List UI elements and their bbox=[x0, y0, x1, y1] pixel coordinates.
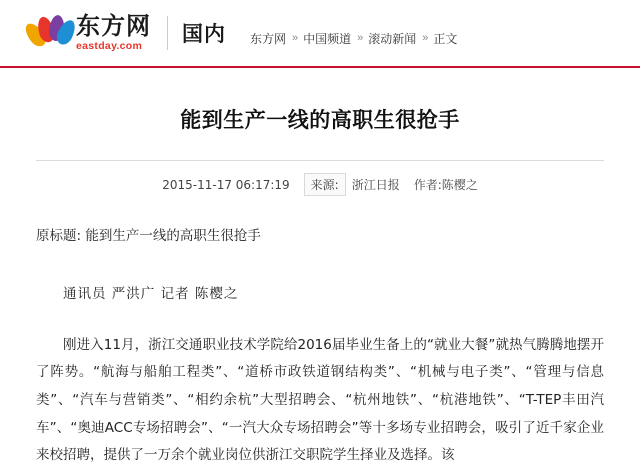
breadcrumb-item-article: 正文 bbox=[433, 31, 458, 46]
page-title: 能到生产一线的高职生很抢手 bbox=[180, 108, 460, 132]
logo-title-en: eastday.com bbox=[76, 40, 143, 53]
original-title: 原标题: 能到生产一线的高职生很抢手 bbox=[36, 228, 261, 244]
source-name[interactable]: 浙江日报 bbox=[351, 178, 400, 192]
breadcrumb-item-rolling-news[interactable]: 滚动新闻 bbox=[368, 31, 417, 46]
breadcrumb-separator-icon: » bbox=[422, 32, 428, 44]
logo-text bbox=[76, 14, 151, 52]
title-divider bbox=[36, 160, 604, 161]
site-logo[interactable] bbox=[34, 14, 151, 52]
site-header bbox=[0, 0, 640, 68]
eastday-flower-logo-icon bbox=[34, 15, 70, 51]
breadcrumb bbox=[250, 30, 457, 47]
breadcrumb-item-china-channel[interactable]: 中国频道 bbox=[303, 31, 352, 46]
logo-title-cn: 东方网 bbox=[76, 12, 151, 41]
article-byline: 通讯员 严洪广 记者 陈樱之 bbox=[63, 285, 239, 302]
breadcrumb-separator-icon: » bbox=[292, 32, 298, 44]
article-paragraph: 刚进入11月，浙江交通职业技术学院给2016届毕业生备上的“就业大餐”就热气腾腾地摆开了阵势。“航海与船舶工程类”、“道桥市政铁道钢结构类”、“机械与电子类”、“管理与信息类”、“汽车与营销类”、“相约余杭”大型招聘会、“杭州地铁”、“杭港地铁”、“T-TEP丰田汽车”、“奥迪ACC专场招聘会”、“一汽大众专场招聘会”等十多场专业招聘会，吸引了近千家企业来校招聘，提供了一万余个就业岗位供浙江交职院学生择业及选择。该 bbox=[36, 336, 604, 464]
breadcrumb-separator-icon: » bbox=[357, 32, 363, 44]
source-label: 来源: bbox=[304, 173, 346, 196]
author-name: 作者:陈樱之 bbox=[413, 178, 478, 192]
article-meta bbox=[36, 173, 604, 196]
header-divider bbox=[167, 16, 168, 50]
breadcrumb-item-home[interactable]: 东方网 bbox=[250, 31, 287, 46]
channel-name[interactable]: 国内 bbox=[182, 22, 226, 46]
article-container bbox=[0, 104, 640, 470]
publish-date: 2015-11-17 06:17:19 bbox=[162, 177, 290, 192]
